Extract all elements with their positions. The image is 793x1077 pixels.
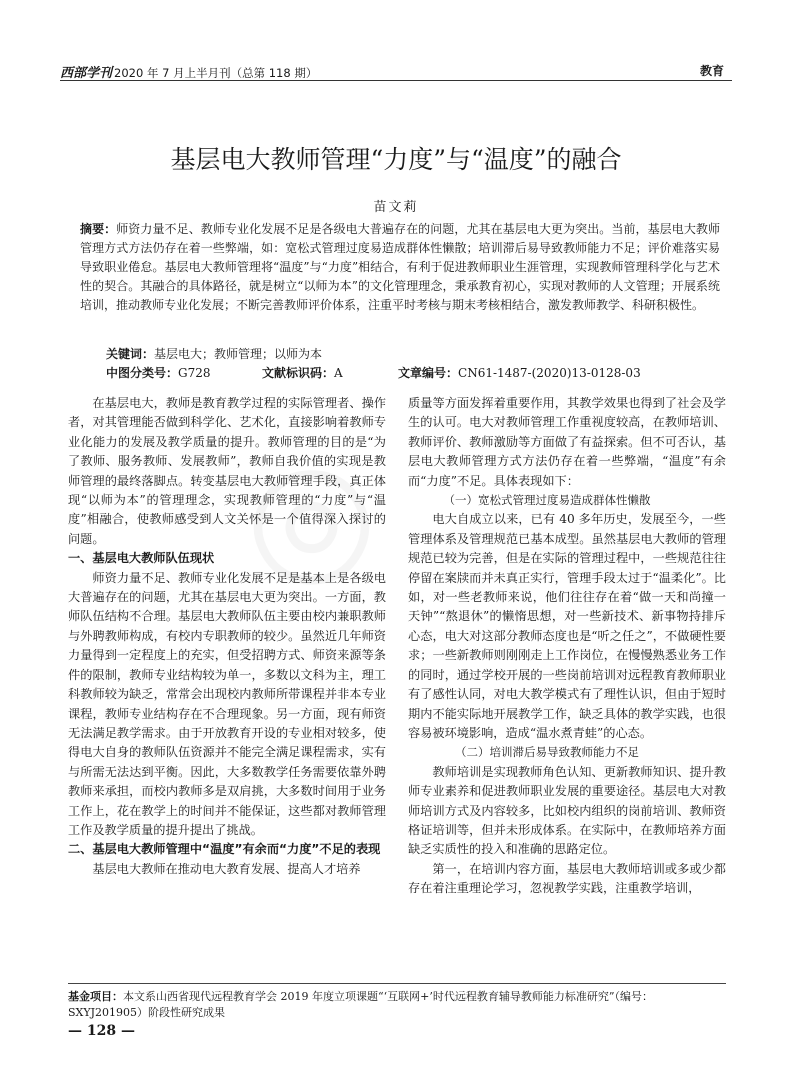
page-number: — 128 — bbox=[68, 1023, 135, 1039]
paragraph: 质量等方面发挥着重要作用，其教学效果也得到了社会及学生的认可。电大对教师管理工作重视度较高，在教师培训、教师评价、教师激励等方面做了有益探索。但不可否认，基层电大教师管理方式方法仍存在着一些弊端，“温度”有余而“力度”不足。具体表现如下： bbox=[408, 396, 726, 488]
issue-info: 2020 年 7 月上半月刊（总第 118 期） bbox=[114, 66, 318, 80]
keywords-text: 基层电大；教师管理；以师为本 bbox=[154, 347, 323, 361]
paragraph: 师资力量不足、教师专业化发展不足是基本上是各级电大普遍存在的问题，尤其在基层电大更为突出。一方面，教师队伍结构不合理。基层电大教师队伍主要由校内兼职教师与外聘教师构成，有校内专职教师的较少。虽然近几年师资力量得到一定程度上的充实，但受招聘方式、师资来源等条件的限制，教师专业结构较为单一，多数以文科为主，理工科教师较为缺乏，常常会出现校内教师所带课程并非本专业课程，教师专业结构存在不合理现象。另一方面，现有师资无法满足教学需求。由于开放教育开设的专业相对较多，使得电大自身的教师队伍资源并不能完全满足课程需求，实有与所需无法达到平衡。因此，大多数教学任务需要依靠外聘教师来承担，而校内教师多是双肩挑，大多数时间用于业务工作上，花在教学上的时间并不能保证，这些都对教师管理工作及教学质量的提升提出了挑战。 bbox=[68, 570, 386, 837]
keywords bbox=[106, 345, 322, 362]
footnote bbox=[68, 989, 726, 1021]
clc-value: G728 bbox=[178, 366, 211, 380]
paragraph: 在基层电大，教师是教育教学过程的实际管理者、操作者，对其管理能否做到科学化、艺术化，直接影响着教师专业化能力的发展及教学质量的提升。教师管理的目的是“为了教师、服务教师、发展教师”，教师自我价值的实现是教师管理的最终落脚点。转变基层电大教师管理手段，真正体现“以师为本”的管理理念，实现教师管理的“力度”与“温度”相融合，使教师感受到人文关怀是一个值得深入探讨的问题。 bbox=[68, 396, 386, 546]
clc-label: 中图分类号： bbox=[106, 366, 179, 380]
paragraph: 教师培训是实现教师角色认知、更新教师知识、提升教师专业素养和促进教师职业发展的重要途径。基层电大对教师培训方式及内容较多，比如校内组织的岗前培训、教师资格证培训等，但并未形成体系。在实际中，在教师培养方面缺乏实质性的投入和准确的思路定位。 bbox=[408, 764, 726, 857]
section-heading-2: 二、基层电大教师管理中“温度”有余而“力度”不足的表现 bbox=[68, 842, 381, 857]
doc-value: A bbox=[334, 366, 343, 380]
abstract bbox=[80, 220, 720, 315]
paragraph: 第一，在培训内容方面，基层电大教师培训或多或少都存在着注重理论学习，忽视教学实践，注重教学培训， bbox=[408, 861, 726, 896]
abstract-text: 师资力量不足、教师专业化发展不足是各级电大普遍存在的问题，尤其在基层电大更为突出。当前，基层电大教师管理方式方法仍存在着一些弊端，如：宽松式管理过度易造成群体性懒散；培训滞后易导致教师能力不足；评价难落实易导致职业倦怠。基层电大教师管理将“温度”与“力度”相结合，有利于促进教师职业生涯管理，实现教师管理科学化与艺术性的契合。其融合的具体路径，就是树立“以师为本”的文化管理理念，秉承教育初心，实现对教师的人文管理；开展系统培训，推动教师专业化发展；不断完善教师评价体系，注重平时考核与期末考核相结合，激发教师教学、科研积极性。 bbox=[80, 222, 720, 312]
footnote-label: 基金项目： bbox=[68, 990, 123, 1003]
journal-logo: 西部学刊 bbox=[60, 66, 113, 81]
art-value: CN61-1487-(2020)13-0128-03 bbox=[458, 366, 641, 380]
footnote-text: 本文系山西省现代远程教育学会 2019 年度立项课题“‘互联网+’时代远程教育辅导教师能力标准研究”（编号：SXYJ201905）阶段性研究成果 bbox=[68, 990, 653, 1019]
art-label: 文章编号： bbox=[398, 366, 459, 380]
doc-label: 文献标识码： bbox=[262, 366, 335, 380]
paragraph: 电大自成立以来，已有 40 多年历史，发展至今，一些管理体系及管理规范已基本成型。虽然基层电大教师的管理规范已较为完善，但是在实际的管理过程中，一些规范往往停留在案牍而并未真正实行，管理手段太过于“温柔化”。比如，对一些老教师来说，他们往往存在着“做一天和尚撞一天钟”“熬退休”的懒惰思想，对一些新技术、新事物持排斥心态，电大对这部分教师态度也是“听之任之”，不做硬性要求；一些新教师则刚刚走上工作岗位，在慢慢熟悉业务工作的同时，通过学校开展的一些岗前培训对远程教育教师职业有了感性认同，对电大教学模式有了理性认识，但由于短时期内不能实际地开展教学工作，缺乏具体的教学实践，也很容易被环境影响，造成“温水煮青蛙”的心态。 bbox=[408, 512, 726, 740]
abstract-label: 摘要： bbox=[80, 222, 117, 236]
doc-code bbox=[262, 364, 343, 381]
subsection-heading-1: （一）宽松式管理过度易造成群体性懒散 bbox=[443, 493, 651, 508]
running-header bbox=[60, 62, 317, 81]
subsection-heading-2: （二）培训滞后易导致教师能力不足 bbox=[455, 745, 639, 760]
author: 苗文莉 bbox=[373, 200, 419, 215]
section-heading-1: 一、基层电大教师队伍现状 bbox=[68, 551, 215, 566]
header-rule bbox=[60, 80, 732, 81]
article-title: 基层电大教师管理“力度”与“温度”的融合 bbox=[170, 145, 622, 174]
clc-number bbox=[106, 364, 211, 381]
paragraph: 基层电大教师在推动电大教育发展、提高人才培养 bbox=[92, 861, 361, 876]
footnote-rule bbox=[68, 983, 726, 984]
keywords-label: 关键词： bbox=[106, 347, 155, 361]
article-number bbox=[398, 364, 641, 381]
right-column bbox=[408, 394, 726, 899]
left-column bbox=[68, 394, 386, 879]
section-label: 教育 bbox=[700, 64, 725, 78]
